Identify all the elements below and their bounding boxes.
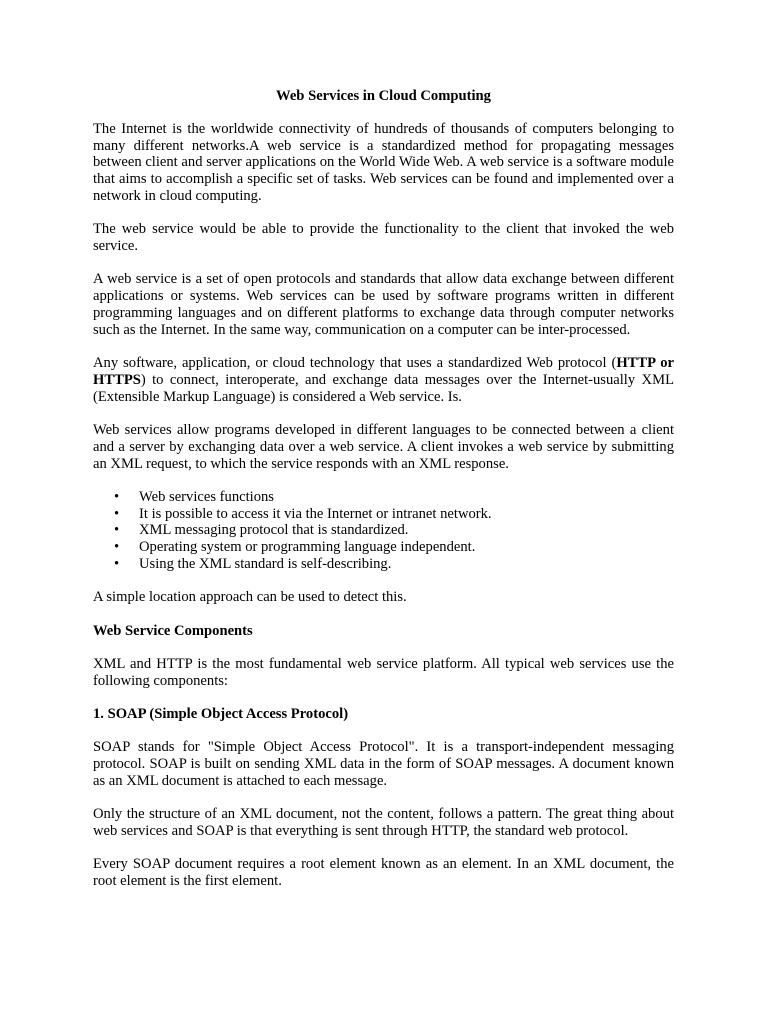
bullet-item: • It is possible to access it via the Internet or intranet network. bbox=[93, 506, 674, 523]
paragraph-web-protocol bbox=[93, 355, 674, 405]
web-protocol-text-before: Any software, application, or cloud technology that uses a standardized Web protocol ( bbox=[93, 355, 617, 372]
paragraph-components: XML and HTTP is the most fundamental web service platform. All typical web services use the following components: bbox=[93, 655, 674, 689]
web-protocol-bold: HTTP or HTTPS bbox=[93, 355, 674, 388]
bullet-item: • Operating system or programming language independent. bbox=[93, 539, 674, 556]
paragraph-xml-request: Web services allow programs developed in different languages to be connected between a client and a server by exchanging data over a web service. A client invokes a web service by submitting an XML request, to which the service responds with an XML response. bbox=[93, 421, 674, 472]
paragraph-protocols: A web service is a set of open protocols and standards that allow data exchange between different applications or systems. Web services can be used by software programs written in different programming languages and on different platforms to exchange data through computer networks such as the Internet. In the same way, communication on a computer can be inter-processed. bbox=[93, 271, 674, 338]
paragraph-soap: SOAP stands for "Simple Object Access Protocol". It is a transport-independent messaging protocol. SOAP is built on sending XML data in the form of SOAP messages. A document known as an XML document is attached to each message. bbox=[93, 739, 674, 789]
paragraph-intro: The Internet is the worldwide connectivity of hundreds of thousands of computers belonging to many different networks.A web service is a standardized method for propagating messages between client and server applications on the World Wide Web. A web service is a software module that aims to accomplish a specific set of tasks. Web services can be found and implemented over a network in cloud computing. bbox=[93, 120, 674, 204]
web-protocol-text-after: ) to connect, interoperate, and exchange data messages over the Internet-usually XML (Extensible Markup Language) is considered a Web service. Is. bbox=[93, 371, 674, 405]
bullet-list bbox=[93, 489, 674, 573]
bullet-item: • XML messaging protocol that is standardized. bbox=[93, 522, 674, 539]
bullet-item: • Web services functions bbox=[93, 489, 674, 506]
heading-soap: 1. SOAP (Simple Object Access Protocol) bbox=[93, 706, 349, 723]
heading-components: Web Service Components bbox=[93, 622, 253, 639]
paragraph-soap-structure: Only the structure of an XML document, not the content, follows a pattern. The great thing about web services and SOAP is that everything is sent through HTTP, the standard web protocol. bbox=[93, 806, 674, 839]
paragraph-soap-root: Every SOAP document requires a root element known as an element. In an XML document, the root element is the first element. bbox=[93, 856, 674, 890]
document-title: Web Services in Cloud Computing bbox=[276, 88, 491, 104]
bullet-item: • Using the XML standard is self-describing. bbox=[93, 556, 674, 573]
paragraph-functionality: The web service would be able to provide the functionality to the client that invoked the web service. bbox=[93, 221, 674, 255]
paragraph-location: A simple location approach can be used to detect this. bbox=[93, 589, 407, 606]
